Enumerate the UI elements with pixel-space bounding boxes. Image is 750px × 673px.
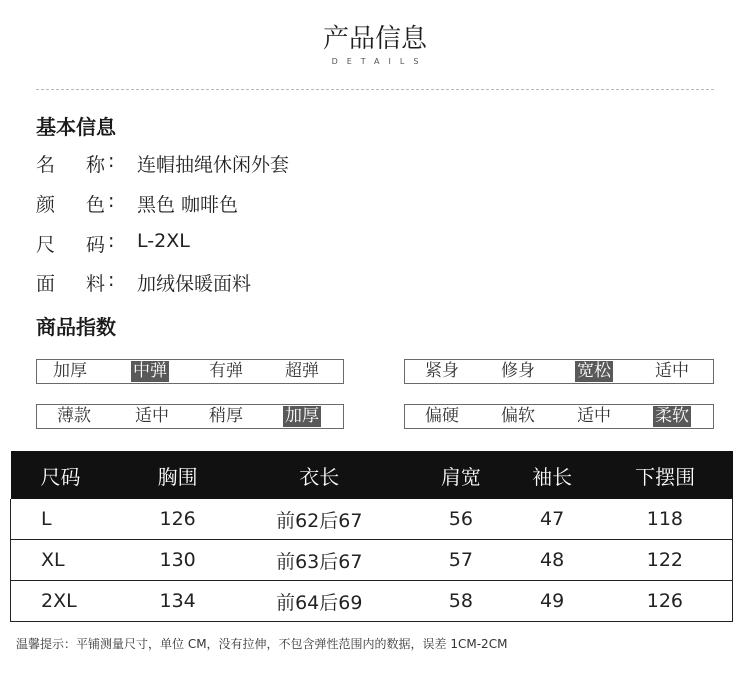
scale-option: 偏硬: [425, 406, 459, 426]
info-key-char: 称: [86, 154, 106, 176]
info-value: L-2XL: [137, 230, 190, 252]
page-subtitle: DETAILS: [331, 57, 428, 66]
table-cell: 48: [506, 540, 597, 581]
table-cell: 前62后67: [223, 499, 415, 540]
scale-option: 中弹: [133, 361, 167, 381]
table-cell: 2XL: [11, 581, 133, 622]
table-row: [11, 540, 733, 581]
column-header: 袖长: [506, 451, 597, 499]
scale-option: 适中: [577, 406, 611, 426]
scale-option: 稍厚: [209, 406, 243, 426]
info-key-char: 颜: [36, 194, 56, 216]
table-cell: 126: [132, 499, 223, 540]
info-colon: :: [108, 150, 115, 172]
column-header: 下摆围: [598, 451, 733, 499]
info-colon: :: [108, 190, 115, 212]
fit-scale: [404, 359, 714, 384]
scale-option: 有弹: [209, 361, 243, 381]
table-cell: 58: [415, 581, 506, 622]
table-cell: 122: [598, 540, 733, 581]
info-value: 加绒保暖面料: [137, 273, 252, 295]
info-colon: :: [108, 230, 115, 252]
basic-info-heading: 基本信息: [36, 115, 116, 139]
scale-option: 适中: [655, 361, 689, 381]
info-key-char: 码: [86, 234, 106, 256]
info-key-char: 名: [36, 154, 56, 176]
table-cell: 118: [598, 499, 733, 540]
scale-option: 超弹: [285, 361, 319, 381]
info-key-char: 色: [86, 194, 106, 216]
table-cell: 126: [598, 581, 733, 622]
elasticity-scale: [36, 359, 344, 384]
info-colon: :: [108, 269, 115, 291]
table-cell: XL: [11, 540, 133, 581]
table-row: [11, 581, 733, 622]
scale-option: 宽松: [577, 361, 611, 381]
size-chart-table: [10, 451, 733, 622]
table-cell: 56: [415, 499, 506, 540]
table-header-row: [11, 451, 733, 499]
info-value: 黑色 咖啡色: [137, 194, 239, 216]
info-key-char: 料: [86, 273, 106, 295]
column-header: 肩宽: [415, 451, 506, 499]
scale-option: 适中: [135, 406, 169, 426]
column-header: 尺码: [11, 451, 133, 499]
table-cell: 前64后69: [223, 581, 415, 622]
product-index-heading: 商品指数: [36, 315, 116, 339]
table-cell: 前63后67: [223, 540, 415, 581]
table-cell: 47: [506, 499, 597, 540]
softness-scale: [404, 404, 714, 429]
scale-option: 柔软: [655, 406, 689, 426]
table-cell: 49: [506, 581, 597, 622]
page-title: 产品信息: [322, 24, 427, 54]
info-key-char: 尺: [36, 234, 56, 256]
thickness-scale: [36, 404, 344, 429]
table-row: [11, 499, 733, 540]
scale-option: 加厚: [285, 406, 319, 426]
table-cell: L: [11, 499, 133, 540]
scale-option: 薄款: [57, 406, 91, 426]
dashed-divider: [36, 89, 714, 90]
scale-option: 加厚: [53, 361, 87, 381]
scale-option: 紧身: [425, 361, 459, 381]
scale-option: 修身: [501, 361, 535, 381]
table-cell: 57: [415, 540, 506, 581]
column-header: 胸围: [132, 451, 223, 499]
column-header: 衣长: [223, 451, 415, 499]
table-cell: 134: [132, 581, 223, 622]
info-value: 连帽抽绳休闲外套: [137, 154, 290, 176]
table-cell: 130: [132, 540, 223, 581]
info-key-char: 面: [36, 273, 56, 295]
measurement-tip: 温馨提示：平铺测量尺寸，单位 CM，没有拉伸，不包含弹性范围内的数据，误差 1CM-2CM: [16, 637, 508, 651]
scale-option: 偏软: [501, 406, 535, 426]
